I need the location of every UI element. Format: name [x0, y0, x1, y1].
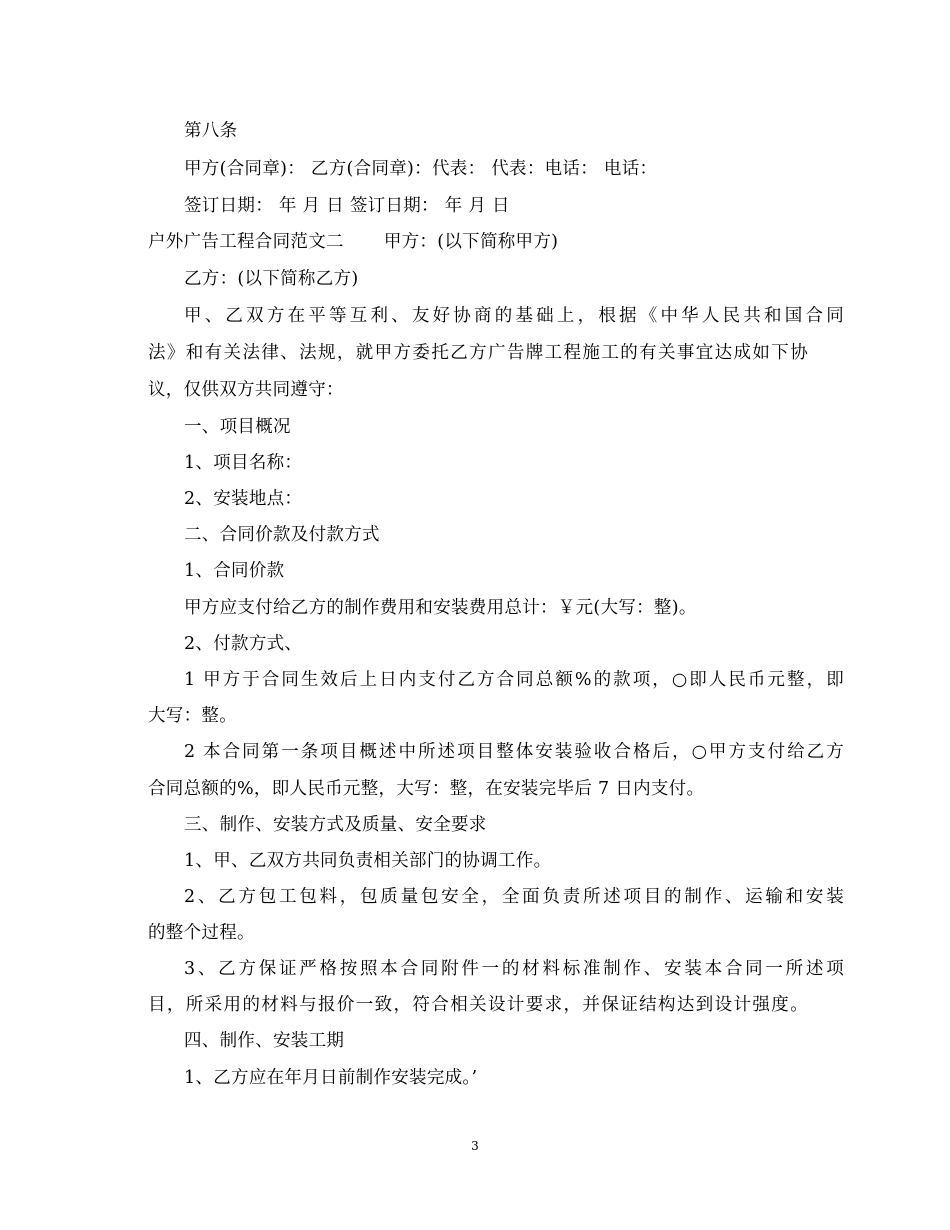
- contract-price-heading: 1、合同价款: [184, 561, 285, 581]
- project-name: 1、项目名称：: [184, 453, 303, 473]
- article-heading: 第八条: [184, 121, 238, 141]
- signature-party-line: 甲方(合同章)： 乙方(合同章)：代表： 代表：电话： 电话：: [184, 159, 658, 179]
- install-location: 2、安装地点：: [184, 489, 303, 509]
- page-number: 3: [471, 1139, 479, 1153]
- signing-date-line: 签订日期： 年 月 日 签订日期： 年 月 日: [184, 196, 510, 216]
- quality-item-2-line-1: 2、乙方包工包料，包质量包安全，全面负责所述项目的制作、运输和安装: [184, 887, 844, 907]
- contract-title-line: [148, 231, 808, 253]
- contract-price-text: 甲方应支付给乙方的制作费用和安装费用总计：￥元(大写：整)。: [184, 598, 697, 618]
- quality-item-1: 1、甲、乙双方共同负责相关部门的协调工作。: [184, 851, 552, 871]
- schedule-item-1: 1、乙方应在年月日前制作安装完成。’: [184, 1068, 478, 1088]
- quality-item-3-line-1: 3、乙方保证严格按照本合同附件一的材料标准制作、安装本合同一所述项: [184, 959, 844, 979]
- preamble-line-2: 法》和有关法律、法规，就甲方委托乙方广告牌工程施工的有关事宜达成如下协: [148, 343, 808, 363]
- quality-item-3-line-2: 目，所采用的材料与报价一致，符合相关设计要求，并保证结构达到设计强度。: [148, 995, 808, 1015]
- section-heading-3: 三、制作、安装方式及质量、安全要求: [184, 815, 487, 835]
- party-a-label: 甲方：(以下简称甲方): [383, 232, 559, 252]
- section-heading-2: 二、合同价款及付款方式: [184, 525, 380, 545]
- party-b-label: 乙方：(以下简称乙方): [184, 269, 359, 289]
- payment-clause-2-line-2: 合同总额的%，即人民币元整，大写：整，在安装完毕后 7 日内支付。: [148, 779, 705, 799]
- payment-clause-2-line-1: 2 本合同第一条项目概述中所述项目整体安装验收合格后，○甲方支付给乙方: [184, 742, 844, 762]
- payment-clause-1-line-2: 大写：整。: [148, 706, 237, 726]
- quality-item-2-line-2: 的整个过程。: [148, 923, 255, 943]
- payment-clause-1-line-1: 1 甲方于合同生效后上日内支付乙方合同总额%的款项，○即人民币元整，即: [184, 670, 844, 690]
- section-heading-4: 四、制作、安装工期: [184, 1031, 345, 1051]
- contract-title: 户外广告工程合同范文二: [148, 232, 344, 252]
- preamble-line-3: 议，仅供双方共同遵守：: [148, 380, 344, 400]
- preamble-line-1: 甲、乙双方在平等互利、友好协商的基础上，根据《中华人民共和国合同: [184, 306, 844, 326]
- payment-method-heading: 2、付款方式、: [184, 634, 303, 654]
- section-heading-1: 一、项目概况: [184, 417, 291, 437]
